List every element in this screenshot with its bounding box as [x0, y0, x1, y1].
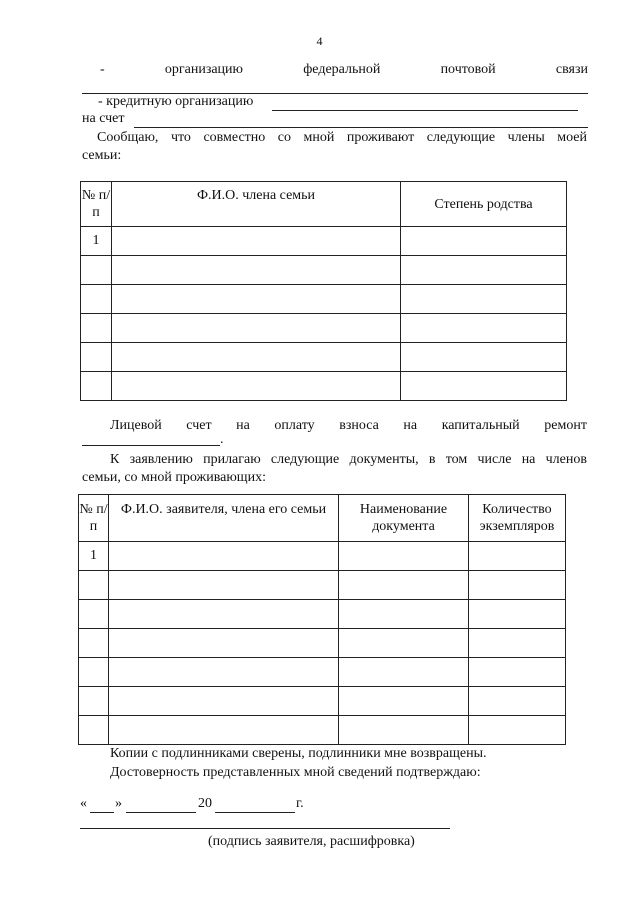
cell-relation[interactable] — [401, 227, 567, 256]
credit-org-label: - кредитную организацию — [98, 94, 254, 109]
column-header: Ф.И.О. члена семьи — [112, 182, 401, 227]
cell-copies[interactable] — [469, 716, 566, 745]
cell-fio[interactable] — [112, 285, 401, 314]
cell-document-name[interactable] — [339, 716, 469, 745]
cell-document-name[interactable] — [339, 629, 469, 658]
account-word: Лицевой — [110, 418, 162, 433]
postal-word: связи — [555, 62, 588, 77]
cell-fio[interactable] — [109, 600, 339, 629]
copies-statement: Копии с подлинниками сверены, подлинники мне возвращены. — [110, 746, 487, 761]
cell-number — [79, 571, 109, 600]
cell-document-name[interactable] — [339, 687, 469, 716]
cell-fio[interactable] — [112, 227, 401, 256]
cell-relation[interactable] — [401, 343, 567, 372]
postal-word: организацию — [164, 62, 244, 77]
family-intro-line1: Сообщаю, что совместно со мной проживают следующие члены моей — [97, 130, 587, 145]
cell-document-name[interactable] — [339, 571, 469, 600]
cell-number — [81, 372, 112, 401]
date-close-quote: » — [115, 796, 122, 811]
docs-intro-line2: семьи, со мной проживающих: — [82, 470, 266, 485]
cell-relation[interactable] — [401, 372, 567, 401]
cell-number — [81, 343, 112, 372]
table-row — [81, 343, 567, 372]
cell-copies[interactable] — [469, 571, 566, 600]
postal-word: почтовой — [440, 62, 496, 77]
table-row — [81, 372, 567, 401]
table-row — [81, 227, 567, 256]
cell-fio[interactable] — [109, 658, 339, 687]
cell-number — [81, 256, 112, 285]
date-month-fill[interactable] — [126, 812, 196, 813]
postal-dash: - — [100, 62, 105, 77]
page-number: 4 — [316, 34, 323, 48]
account-line — [110, 418, 587, 434]
cell-number — [79, 716, 109, 745]
cell-number: 1 — [79, 542, 109, 571]
table-row — [79, 542, 566, 571]
cell-fio[interactable] — [112, 343, 401, 372]
cell-copies[interactable] — [469, 629, 566, 658]
cell-number — [81, 285, 112, 314]
account-word: взноса — [339, 418, 379, 433]
cell-number — [81, 314, 112, 343]
signature-fill-line[interactable] — [80, 828, 450, 829]
table-row — [81, 285, 567, 314]
cell-relation[interactable] — [401, 314, 567, 343]
cell-number — [79, 687, 109, 716]
column-header: Количество экземпляров — [469, 495, 566, 542]
reliability-statement: Достоверность представленных мной сведений подтверждаю: — [110, 765, 481, 780]
cell-fio[interactable] — [109, 687, 339, 716]
date-open-quote: « — [80, 796, 87, 811]
postal-option — [82, 62, 588, 80]
column-header: № п/п — [81, 182, 112, 227]
cell-copies[interactable] — [469, 687, 566, 716]
docs-intro-line1: К заявлению прилагаю следующие документы, в том числе на членов — [110, 452, 587, 467]
account-word: счет — [186, 418, 212, 433]
credit-org-fill-line[interactable] — [272, 110, 578, 111]
column-header: Ф.И.О. заявителя, члена его семьи — [109, 495, 339, 542]
cell-document-name[interactable] — [339, 658, 469, 687]
table-row — [81, 256, 567, 285]
account-number-fill-line[interactable] — [82, 445, 220, 446]
account-label: на счет — [82, 111, 125, 126]
signature-caption: (подпись заявителя, расшифровка) — [208, 834, 415, 849]
account-fill-line[interactable] — [134, 127, 588, 128]
cell-fio[interactable] — [112, 256, 401, 285]
cell-document-name[interactable] — [339, 600, 469, 629]
account-word: оплату — [274, 418, 315, 433]
cell-number — [79, 629, 109, 658]
cell-fio[interactable] — [112, 314, 401, 343]
documents-table — [78, 494, 566, 745]
date-day-fill[interactable] — [90, 812, 114, 813]
cell-number — [79, 658, 109, 687]
table-row — [79, 629, 566, 658]
cell-copies[interactable] — [469, 658, 566, 687]
table-row — [81, 314, 567, 343]
column-header: № п/п — [79, 495, 109, 542]
cell-fio[interactable] — [109, 716, 339, 745]
cell-document-name[interactable] — [339, 542, 469, 571]
table-row — [79, 571, 566, 600]
account-word: на — [403, 418, 418, 433]
column-header: Наименование документа — [339, 495, 469, 542]
cell-relation[interactable] — [401, 285, 567, 314]
cell-copies[interactable] — [469, 600, 566, 629]
cell-number: 1 — [81, 227, 112, 256]
account-line-period: . — [220, 432, 224, 447]
cell-fio[interactable] — [109, 571, 339, 600]
cell-fio[interactable] — [109, 629, 339, 658]
account-word: на — [236, 418, 250, 433]
table-row — [79, 716, 566, 745]
date-year-fill[interactable] — [215, 812, 295, 813]
cell-fio[interactable] — [109, 542, 339, 571]
postal-word: федеральной — [303, 62, 381, 77]
account-word: капитальный — [441, 418, 520, 433]
cell-number — [79, 600, 109, 629]
cell-copies[interactable] — [469, 542, 566, 571]
family-members-table — [80, 181, 567, 401]
family-intro-line2: семьи: — [82, 148, 122, 163]
cell-fio[interactable] — [112, 372, 401, 401]
table-row — [79, 687, 566, 716]
date-year-prefix: 20 — [198, 796, 212, 811]
column-header: Степень родства — [401, 182, 567, 227]
table-row — [79, 600, 566, 629]
table-row — [79, 658, 566, 687]
date-year-suffix: г. — [296, 796, 304, 811]
account-word: ремонт — [544, 418, 587, 433]
cell-relation[interactable] — [401, 256, 567, 285]
